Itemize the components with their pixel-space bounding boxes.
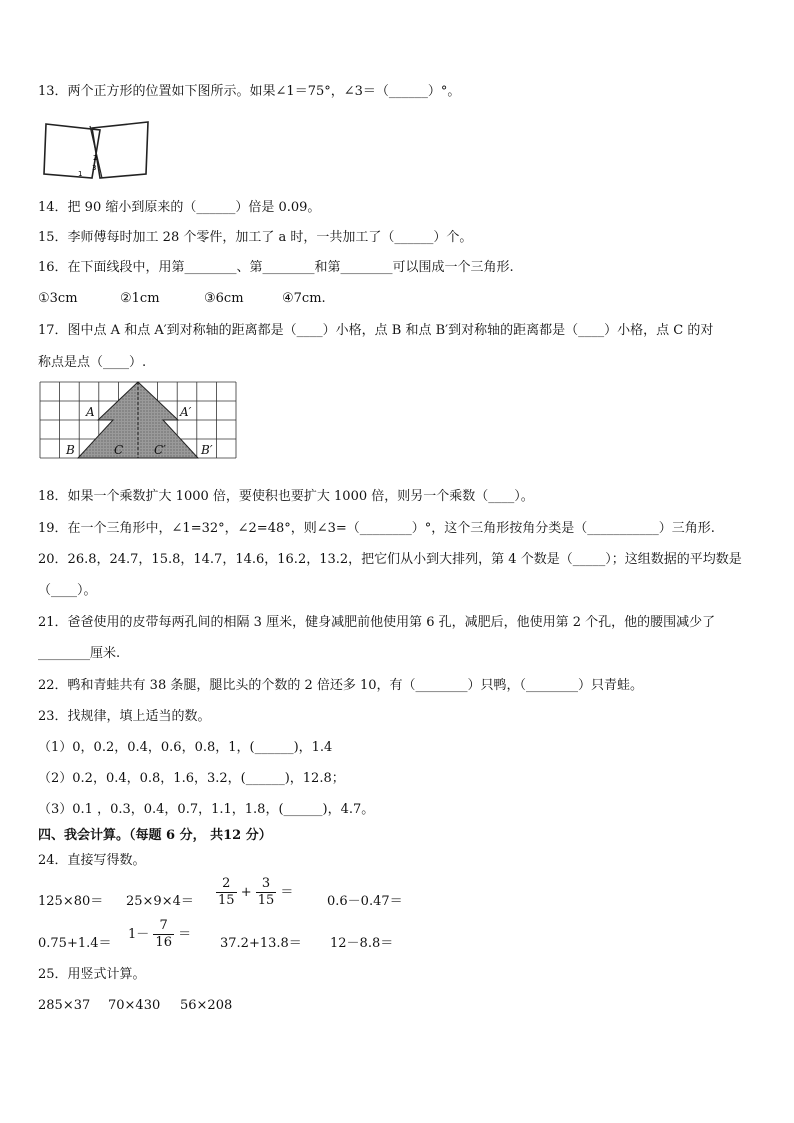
numerator: 7 xyxy=(153,918,174,935)
label-A: A xyxy=(86,405,95,419)
question-18: 18．如果一个乘数扩大 1000 倍，要使积也要扩大 1000 倍，则另一个乘数（____）。 xyxy=(38,489,534,504)
section-4-heading: 四、我会计算。（每题 6 分， 共12 分） xyxy=(38,828,272,843)
plus-sign: + xyxy=(240,885,252,900)
vertical-calc-2: 70×430 xyxy=(108,998,161,1013)
question-24: 24．直接写得数。 xyxy=(38,853,146,868)
one-minus: 1－ xyxy=(128,927,150,942)
question-17-line2: 称点是点（____）. xyxy=(38,355,147,370)
question-25: 25．用竖式计算。 xyxy=(38,967,146,982)
question-20-line1: 20．26.8，24.7，15.8，14.7，14.6，16.2，13.2，把它们从小到大排列，第 4 个数是（_____）；这组数据的平均数是 xyxy=(38,552,742,567)
question-23-part2: （2）0.2，0.4，0.8，1.6，3.2，(______)，12.8； xyxy=(38,771,345,786)
label-B: B xyxy=(66,443,75,457)
question-23-part1: （1）0，0.2，0.4，0.6，0.8，1，(______)，1.4 xyxy=(38,740,333,755)
question-19: 19．在一个三角形中，∠1=32°，∠2=48°，则∠3=（________）°，这个三角形按角分类是（___________）三角形. xyxy=(38,521,715,536)
numerator: 3 xyxy=(256,876,277,893)
label-C: C xyxy=(114,443,124,457)
option-3: ③6cm xyxy=(204,291,244,306)
question-23-part3: （3）0.1 ，0.3，0.4，0.7，1.1，1.8，(______)，4.7。 xyxy=(38,802,375,817)
question-15: 15．李师傅每时加工 28 个零件，加工了 a 时，一共加工了（______）个。 xyxy=(38,230,473,245)
question-21-line2: ________厘米. xyxy=(38,646,121,661)
denominator: 16 xyxy=(155,935,172,950)
calc-12-8.8: 12－8.8＝ xyxy=(330,936,394,951)
calc-37.2+13.8: 37.2+13.8＝ xyxy=(220,936,302,951)
equals-sign: ＝ xyxy=(280,885,294,900)
calc-0.75+1.4: 0.75+1.4＝ xyxy=(38,936,112,951)
question-14: 14．把 90 缩小到原来的（______）倍是 0.09。 xyxy=(38,200,321,215)
vertical-calc-1: 285×37 xyxy=(38,998,91,1013)
calc-fraction-sum xyxy=(216,876,293,909)
two-squares-figure xyxy=(42,118,152,184)
option-2: ②1cm xyxy=(120,291,160,306)
symmetry-grid-figure xyxy=(38,380,238,460)
angle-label-3: 3 xyxy=(92,164,97,172)
angle-label-1: 1 xyxy=(78,170,83,178)
vertical-calc-3: 56×208 xyxy=(180,998,233,1013)
question-17-line1: 17．图中点 A 和点 A′到对称轴的距离都是（____）小格，点 B 和点 B′到对称轴的距离都是（____）小格，点 C 的对 xyxy=(38,323,714,338)
calc-one-minus-fraction xyxy=(128,918,191,951)
option-1: ①3cm xyxy=(38,291,78,306)
question-16: 16．在下面线段中，用第________、第________和第________可以围成一个三角形. xyxy=(38,260,514,275)
angle-label-2: 2 xyxy=(93,154,98,162)
option-4: ④7cm. xyxy=(282,291,326,306)
calc-0.6-0.47: 0.6－0.47＝ xyxy=(327,894,403,909)
question-23: 23．找规律，填上适当的数。 xyxy=(38,709,211,724)
question-22: 22．鸭和青蛙共有 38 条腿，腿比头的个数的 2 倍还多 10，有（________）只鸭，（________）只青蛙。 xyxy=(38,678,644,693)
calc-25x9x4: 25×9×4＝ xyxy=(126,894,194,909)
numerator: 2 xyxy=(216,876,237,893)
label-A-prime: A′ xyxy=(180,405,192,419)
question-20-line2: （____）。 xyxy=(38,583,97,598)
label-C-prime: C′ xyxy=(154,443,166,457)
question-13: 13．两个正方形的位置如下图所示。如果∠1＝75°，∠3＝（______）°。 xyxy=(38,84,461,99)
denominator: 15 xyxy=(218,893,235,908)
calc-125x80: 125×80＝ xyxy=(38,894,104,909)
equals-sign: ＝ xyxy=(178,927,192,942)
question-21-line1: 21．爸爸使用的皮带每两孔间的相隔 3 厘米，健身减肥前他使用第 6 孔，减肥后，他使用第 2 个孔，他的腰围减少了 xyxy=(38,615,716,630)
denominator: 15 xyxy=(257,893,275,908)
label-B-prime: B′ xyxy=(201,443,213,457)
